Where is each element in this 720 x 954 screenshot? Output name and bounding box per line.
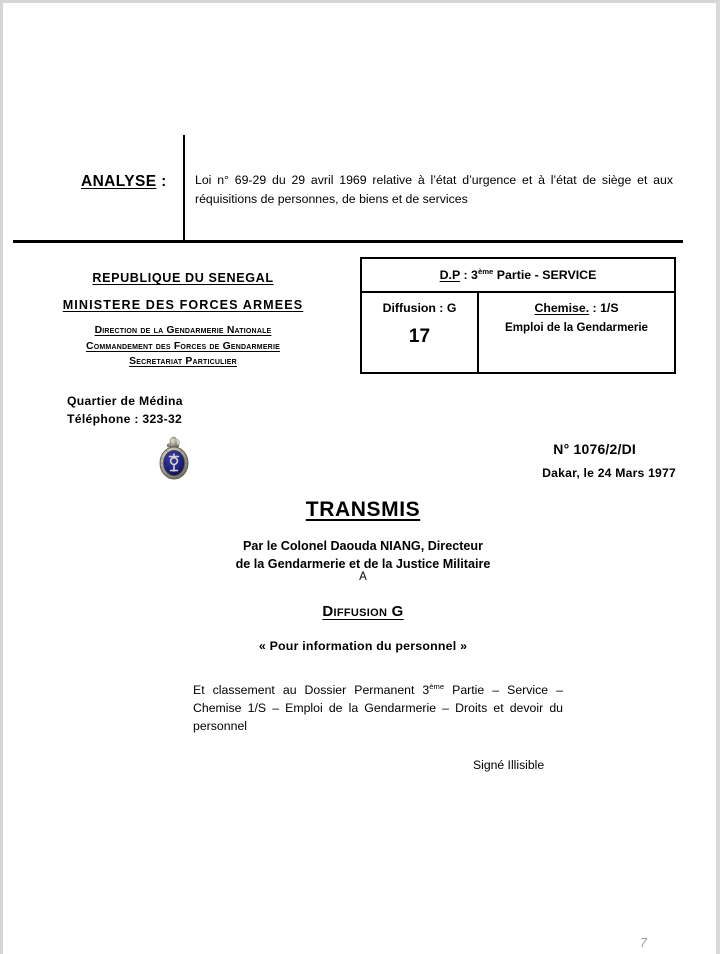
analyse-subject-text: Loi n° 69-29 du 29 avril 1969 relative à l’état d’urgence et à l’état de siège et aux réquisitions de personnes, de biens et de services: [195, 173, 673, 206]
dp-box-body: [362, 293, 674, 374]
analyse-header-block: [13, 135, 683, 241]
letterhead-command-text: Commandement des Forces de Gendarmerie: [86, 340, 280, 352]
reference-number: N° 1076/2/DI: [553, 441, 636, 457]
dp-ordinal-number: 3: [471, 268, 478, 282]
classement-part-2: Partie – Service – Chemise 1/S – Emploi de la Gendarmerie – Droits et devoir du personnel: [193, 683, 563, 733]
diffusion-heading-text: Diffusion G: [322, 603, 404, 620]
classement-ordinal: ème: [429, 681, 445, 691]
byline-line-1: Par le Colonel Daouda NIANG, Directeur: [242, 539, 484, 553]
diffusion-heading: [3, 603, 720, 620]
letterhead-address-block: [67, 392, 183, 428]
gendarmerie-grenade-emblem-icon: [156, 436, 192, 482]
letterhead-ministry-text: MINISTERE DES FORCES ARMEES: [62, 298, 304, 312]
analyse-label: [81, 173, 167, 191]
letterhead-secretariat-text: Secretariat Particulier: [129, 356, 237, 367]
reference-date: Dakar, le 24 Mars 1977: [542, 466, 676, 480]
dp-classification-box: [360, 257, 676, 374]
letterhead-direction: [33, 323, 333, 339]
analyse-label-text: ANALYSE: [81, 173, 157, 190]
byline-a: A: [359, 571, 367, 583]
dp-diffusion-label: Diffusion : G: [382, 301, 457, 315]
classement-part-1: Et classement au Dossier Permanent 3: [193, 683, 430, 697]
letterhead-direction-text: Direction de la Gendarmerie Nationale: [94, 325, 272, 336]
letterhead-republic-text: REPUBLIQUE DU SENEGAL: [92, 271, 274, 285]
quote-line: « Pour information du personnel »: [258, 639, 468, 653]
letterhead-republic: [33, 271, 333, 285]
dp-chemise-column: [479, 293, 674, 374]
dp-diffusion-column: [362, 293, 479, 374]
letterhead: [33, 271, 333, 370]
letterhead-secretariat: [33, 354, 333, 370]
dp-ordinal-suffix: ème: [477, 266, 494, 276]
phone-line: Téléphone : 323-32: [67, 412, 183, 426]
signature-line: Signé Illisible: [473, 758, 545, 772]
dp-label: D.P: [439, 268, 461, 282]
dp-chemise-subtitle: Emploi de la Gendarmerie: [504, 321, 649, 334]
analyse-vertical-divider: [183, 135, 185, 241]
analyse-horizontal-rule: [13, 240, 683, 243]
letterhead-command: [33, 339, 333, 355]
dp-top-text: [440, 268, 597, 282]
classement-paragraph: [193, 681, 563, 735]
dp-separator: :: [460, 268, 472, 282]
dp-chemise-label: Chemise.: [534, 301, 590, 315]
address-line: Quartier de Médina: [67, 394, 183, 408]
byline-line-2: de la Gendarmerie et de la Justice Militaire: [235, 557, 491, 571]
dp-box-top-row: [362, 259, 674, 293]
letterhead-ministry: [33, 298, 333, 312]
byline-block: [3, 537, 720, 573]
dp-diffusion-number: 17: [408, 326, 431, 347]
analyse-label-colon: :: [156, 173, 167, 190]
document-title-transmis: [3, 498, 720, 522]
document-title-text: TRANSMIS: [305, 498, 421, 521]
page-number: 7: [640, 936, 647, 950]
dp-chemise-line: [479, 301, 674, 315]
dp-chemise-value: : 1/S: [589, 301, 619, 315]
dp-top-rest: Partie - SERVICE: [493, 268, 597, 282]
